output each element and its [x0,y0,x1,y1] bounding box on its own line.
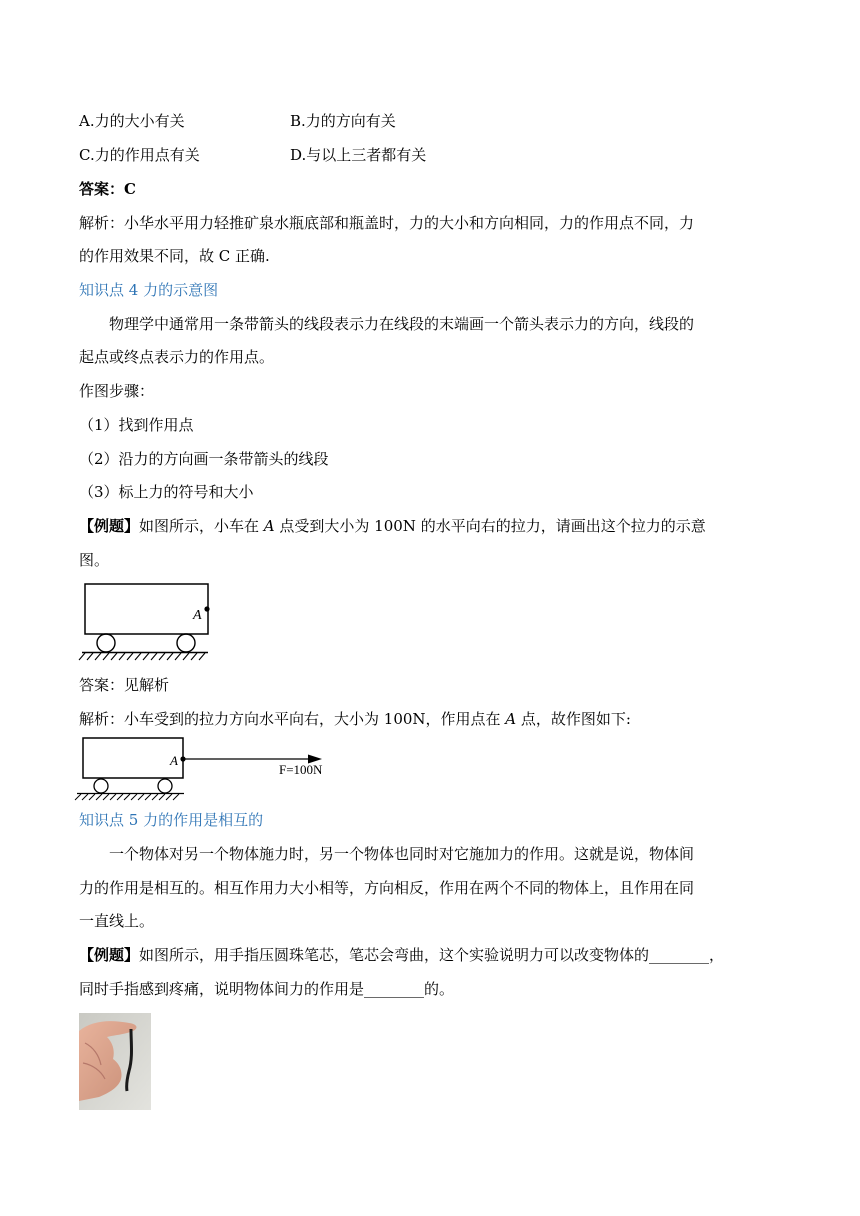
section5-title: 知识点 5 力的作用是相互的 [79,811,264,829]
q1-analysis-line1: 解析：小华水平用力轻推矿泉水瓶底部和瓶盖时，力的大小和方向相同，力的作用点不同，力 [79,214,695,232]
finger-pen-photo [79,1013,151,1110]
example-text: 如图所示，小车在 [139,517,264,535]
cart-body [85,584,208,634]
section4-answer: 答案：见解析 [79,676,170,694]
step-2: （2）沿力的方向画一条带箭头的线段 [79,450,329,468]
force-diagram [72,734,342,802]
point-label: A [505,710,517,728]
example-tag: 【例题】 [79,517,140,535]
section4-title: 知识点 4 力的示意图 [79,281,219,299]
q1-answer: 答案：C [79,180,136,198]
section5-para-line2: 力的作用是相互的。相互作用力大小相等，方向相反，作用在两个不同的物体上，且作用在同 [79,879,695,897]
analysis-text: 解析：小车受到的拉力方向水平向右，大小为 100N，作用点在 [79,710,506,728]
q1-analysis-line2: 的作用效果不同，故 C 正确. [79,247,270,265]
step-1: （1）找到作用点 [79,416,194,434]
option-b: B.力的方向有关 [290,112,396,130]
example-text: 点受到大小为 100N 的水平向右的拉力，请画出这个拉力的示意 [274,517,706,535]
example1-line2: 图。 [79,551,110,569]
cart-wheel-right [158,779,172,793]
option-a: A.力的大小有关 [79,112,185,130]
force-point-dot [204,606,209,611]
step-3: （3）标上力的符号和大小 [79,483,254,501]
cart-body [83,738,183,778]
steps-title: 作图步骤： [79,382,155,400]
example2-line1 [79,944,724,966]
section4-para-line1: 物理学中通常用一条带箭头的线段表示力在线段的末端画一个箭头表示力的方向，线段的 [109,315,695,333]
section5-para-line3: 一直线上。 [79,912,155,930]
ground-hatch [75,794,179,800]
cart-wheel-right [177,634,195,652]
section5-para-line1: 一个物体对另一个物体施力时，另一个物体也同时对它施加力的作用。这就是说，物体间 [109,845,695,863]
analysis-text: 点，故作图如下: [516,710,631,728]
example-text: 如图所示，用手指压圆珠笔芯，笔芯会弯曲，这个实验说明力可以改变物体的________， [139,946,725,964]
example2-line2: 同时手指感到疼痛，说明物体间力的作用是________的。 [79,980,455,998]
option-d: D.与以上三者都有关 [290,146,427,164]
ground-hatch [79,653,205,660]
option-c: C.力的作用点有关 [79,146,200,164]
cart-wheel-left [94,779,108,793]
cart-wheel-left [97,634,115,652]
force-label: F=100N [279,762,323,777]
example-tag: 【例题】 [79,946,140,964]
cart-figure [76,580,216,662]
point-label: A [263,517,275,535]
point-label-a: A [170,753,178,768]
section4-para-line2: 起点或终点表示力的作用点。 [79,348,275,366]
point-label-a: A [193,608,202,623]
section4-analysis [79,708,631,730]
example1-line1 [79,515,706,537]
